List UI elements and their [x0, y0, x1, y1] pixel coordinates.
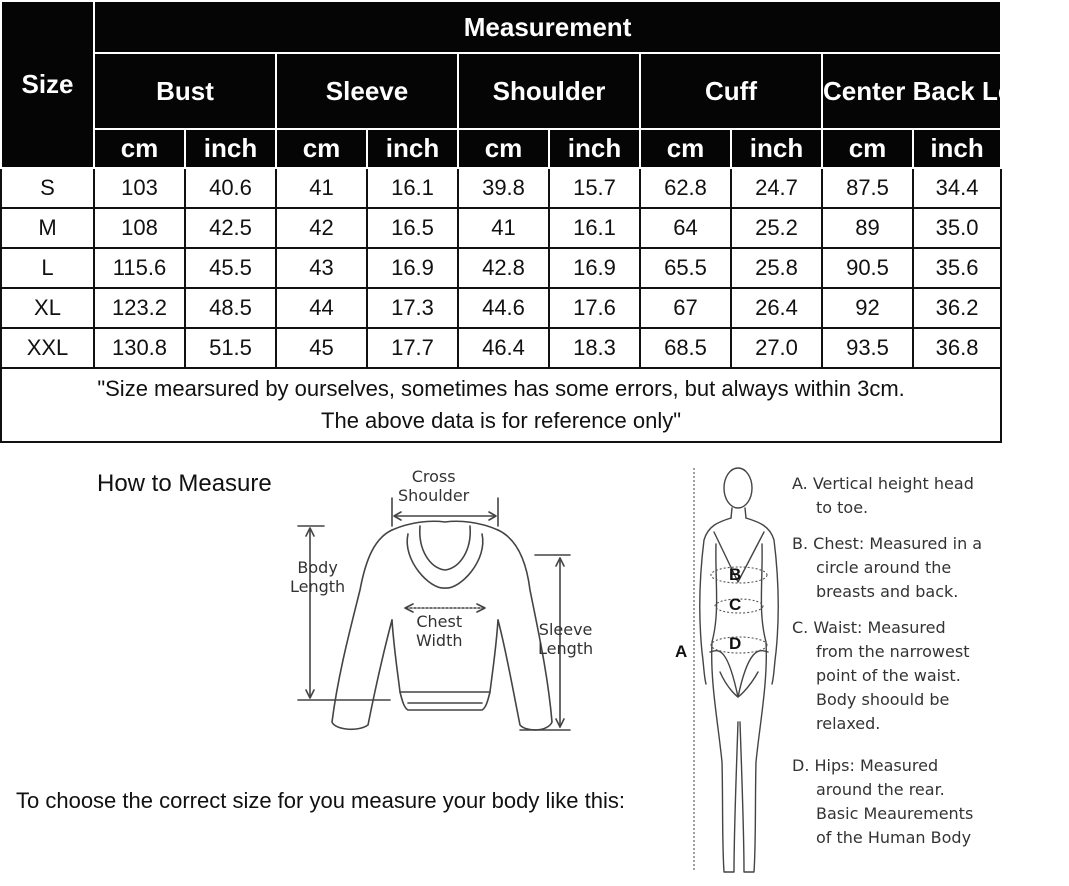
group-header-bust: Bust — [94, 53, 276, 129]
measurement-cell: 44 — [276, 288, 367, 328]
measurement-cell: 89 — [822, 208, 913, 248]
group-header-sleeve: Sleeve — [276, 53, 458, 129]
group-header-shoulder: Shoulder — [458, 53, 640, 129]
measurement-cell: 36.8 — [913, 328, 1001, 368]
label-line: Length — [290, 577, 346, 596]
measurement-cell: 35.6 — [913, 248, 1001, 288]
size-cell: M — [1, 208, 94, 248]
measurement-disclaimer — [1, 368, 1001, 442]
label-line: Width — [416, 631, 463, 650]
table-row — [1, 248, 1001, 288]
size-cell: L — [1, 248, 94, 288]
measurement-cell: 67 — [640, 288, 731, 328]
note-line: of the Human Body — [816, 828, 972, 847]
chest-width-label — [416, 612, 462, 650]
size-cell: XL — [1, 288, 94, 328]
label-line: Body — [297, 558, 338, 577]
cross-shoulder-label — [398, 467, 469, 505]
group-header-cuff: Cuff — [640, 53, 822, 129]
measurement-cell: 17.6 — [549, 288, 640, 328]
unit-header: cm — [640, 129, 731, 168]
measurement-cell: 16.9 — [367, 248, 458, 288]
unit-header: inch — [913, 129, 1001, 168]
measurement-cell: 40.6 — [185, 168, 276, 208]
measurement-cell: 16.5 — [367, 208, 458, 248]
measurement-cell: 44.6 — [458, 288, 549, 328]
measurement-cell: 39.8 — [458, 168, 549, 208]
measurement-cell: 27.0 — [731, 328, 822, 368]
size-column-header: Size — [1, 1, 94, 168]
label-line: Sleeve — [538, 620, 593, 639]
unit-header: cm — [276, 129, 367, 168]
measurement-cell: 43 — [276, 248, 367, 288]
measurement-cell: 15.7 — [549, 168, 640, 208]
measurement-cell: 130.8 — [94, 328, 185, 368]
marker-d: D — [729, 634, 742, 653]
table-row — [1, 208, 1001, 248]
measurement-header: Measurement — [94, 1, 1001, 53]
measurement-cell: 87.5 — [822, 168, 913, 208]
measurement-cell: 62.8 — [640, 168, 731, 208]
note-line: circle around the — [816, 558, 952, 577]
unit-header: inch — [731, 129, 822, 168]
measurement-cell: 123.2 — [94, 288, 185, 328]
measurement-cell: 115.6 — [94, 248, 185, 288]
note-line: around the rear. — [816, 780, 945, 799]
body-note — [792, 616, 1000, 736]
size-cell: XXL — [1, 328, 94, 368]
unit-header: inch — [367, 129, 458, 168]
measurement-cell: 35.0 — [913, 208, 1001, 248]
measurement-cell: 16.1 — [367, 168, 458, 208]
measurement-cell: 103 — [94, 168, 185, 208]
body-length-label — [290, 558, 345, 596]
measurement-cell: 36.2 — [913, 288, 1001, 328]
note-line: A. Vertical height head — [792, 474, 974, 493]
measurement-cell: 68.5 — [640, 328, 731, 368]
measurement-cell: 93.5 — [822, 328, 913, 368]
measurement-cell: 26.4 — [731, 288, 822, 328]
label-line: Length — [538, 639, 594, 658]
measurement-cell: 48.5 — [185, 288, 276, 328]
human-body-figure — [690, 462, 790, 886]
label-line: Chest — [416, 612, 463, 631]
measurement-cell: 16.9 — [549, 248, 640, 288]
measurement-cell: 17.3 — [367, 288, 458, 328]
marker-a: A — [675, 642, 688, 661]
disclaimer-line: "Size mearsured by ourselves, sometimes has some errors, but always within 3cm. — [97, 376, 905, 401]
measurement-cell: 16.1 — [549, 208, 640, 248]
note-line: B. Chest: Measured in a — [792, 534, 983, 553]
disclaimer-line: The above data is for reference only" — [321, 408, 682, 433]
measurement-cell: 45 — [276, 328, 367, 368]
note-line: C. Waist: Measured — [792, 618, 946, 637]
note-line: D. Hips: Measured — [792, 756, 939, 775]
measurement-cell: 25.8 — [731, 248, 822, 288]
body-note — [792, 532, 1000, 604]
note-line: point of the waist. — [816, 666, 961, 685]
measurement-cell: 42.8 — [458, 248, 549, 288]
measurement-cell: 64 — [640, 208, 731, 248]
measurement-cell: 18.3 — [549, 328, 640, 368]
note-line: Body shoould be — [816, 690, 950, 709]
measurement-cell: 46.4 — [458, 328, 549, 368]
measurement-cell: 90.5 — [822, 248, 913, 288]
note-line: from the narrowest — [816, 642, 970, 661]
body-note — [792, 754, 1000, 850]
unit-header: cm — [94, 129, 185, 168]
measurement-cell: 25.2 — [731, 208, 822, 248]
unit-header: inch — [185, 129, 276, 168]
table-row — [1, 288, 1001, 328]
marker-b: B — [729, 565, 742, 584]
note-line: breasts and back. — [816, 582, 959, 601]
measurement-cell: 17.7 — [367, 328, 458, 368]
measurement-cell: 51.5 — [185, 328, 276, 368]
measurement-cell: 42 — [276, 208, 367, 248]
measurement-cell: 41 — [458, 208, 549, 248]
marker-c: C — [729, 595, 742, 614]
label-line: Shoulder — [398, 486, 470, 505]
label-line: Cross — [411, 467, 456, 486]
note-line: relaxed. — [816, 714, 881, 733]
measurement-cell: 65.5 — [640, 248, 731, 288]
measurement-cell: 34.4 — [913, 168, 1001, 208]
unit-header: cm — [822, 129, 913, 168]
sleeve-length-label — [538, 620, 593, 658]
size-cell: S — [1, 168, 94, 208]
note-line: Basic Meaurements — [816, 804, 974, 823]
measurement-cell: 92 — [822, 288, 913, 328]
unit-header: cm — [458, 129, 549, 168]
measurement-cell: 108 — [94, 208, 185, 248]
measurement-cell: 41 — [276, 168, 367, 208]
how-to-measure-title: How to Measure — [97, 470, 272, 497]
measurement-cell: 45.5 — [185, 248, 276, 288]
body-note — [792, 472, 1000, 520]
measure-instruction: To choose the correct size for you measure your body like this: — [16, 788, 625, 813]
body-measurement-notes — [792, 472, 1000, 862]
measurement-cell: 24.7 — [731, 168, 822, 208]
note-line: to toe. — [816, 498, 869, 517]
group-header-center-back-length: Center Back Length — [822, 53, 1001, 129]
table-row — [1, 168, 1001, 208]
unit-header: inch — [549, 129, 640, 168]
table-row — [1, 328, 1001, 368]
measurement-cell: 42.5 — [185, 208, 276, 248]
